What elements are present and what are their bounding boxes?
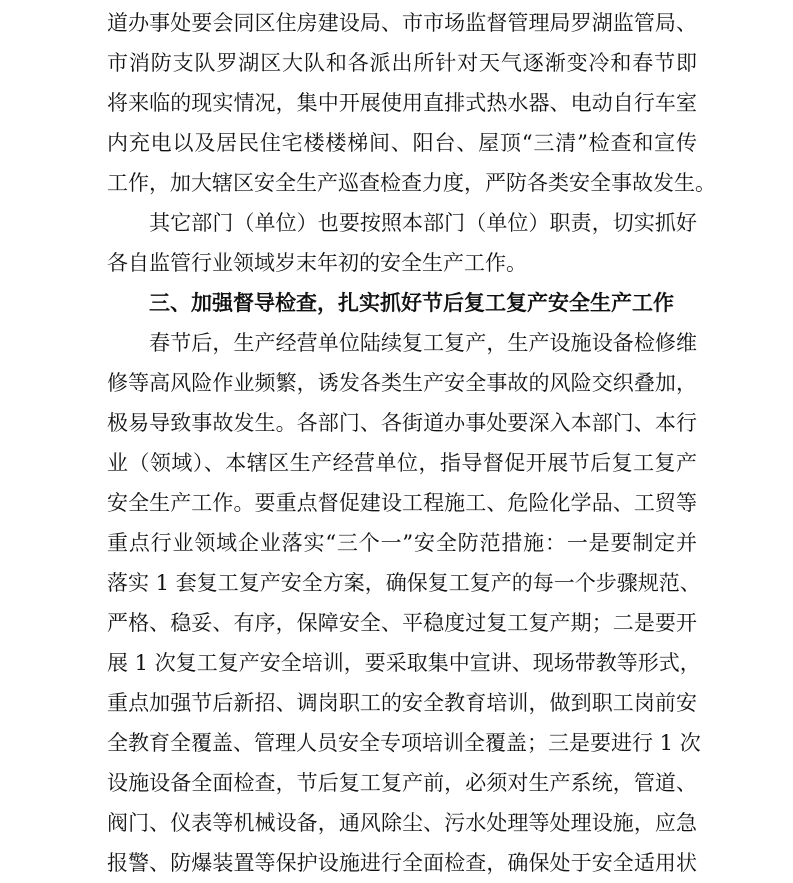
paragraph-line: 安全生产工作。要重点督促建设工程施工、危险化学品、工贸等: [107, 491, 697, 515]
paragraph-line: 设施设备全面检查，节后复工复产前，必须对生产系统，管道、: [107, 771, 697, 795]
paragraph-line: 报警、防爆装置等保护设施进行全面检查，确保处于安全适用状: [107, 851, 697, 875]
paragraph-line: 落实 1 套复工复产安全方案，确保复工复产的每一个步骤规范、: [107, 571, 701, 595]
paragraph-line: 展 1 次复工复产安全培训，要采取集中宣讲、现场带教等形式，: [107, 651, 701, 675]
paragraph-line: 内充电以及居民住宅楼楼梯间、阳台、屋顶“三清”检查和宣传: [107, 131, 697, 155]
paragraph-line: 严格、稳妥、有序，保障安全、平稳度过复工复产期；二是要开: [107, 611, 697, 635]
paragraph-line: 工作，加大辖区安全生产巡查检查力度，严防各类安全事故发生。: [107, 171, 716, 195]
paragraph-line: 业（领域）、本辖区生产经营单位，指导督促开展节后复工复产: [107, 451, 697, 475]
paragraph-line: 其它部门（单位）也要按照本部门（单位）职责，切实抓好: [107, 211, 697, 235]
paragraph-line: 极易导致事故发生。各部门、各街道办事处要深入本部门、本行: [107, 411, 697, 435]
paragraph-line: 市消防支队罗湖区大队和各派出所针对天气逐渐变冷和春节即: [107, 51, 697, 75]
paragraph-line: 道办事处要会同区住房建设局、市市场监督管理局罗湖监管局、: [107, 11, 697, 35]
paragraph-line: 阀门、仪表等机械设备，通风除尘、污水处理等处理设施，应急: [107, 811, 697, 835]
paragraph-line: 重点加强节后新招、调岗职工的安全教育培训，做到职工岗前安: [107, 691, 697, 715]
paragraph-line: 全教育全覆盖、管理人员安全专项培训全覆盖；三是要进行 1 次: [107, 731, 701, 755]
paragraph-line: 各自监管行业领域岁末年初的安全生产工作。: [107, 251, 527, 275]
paragraph-line: 修等高风险作业频繁，诱发各类生产安全事故的风险交织叠加，: [107, 371, 697, 395]
section-heading: 三、加强督导检查，扎实抓好节后复工复产安全生产工作: [107, 291, 674, 315]
paragraph-line: 春节后，生产经营单位陆续复工复产，生产设施设备检修维: [107, 331, 697, 355]
paragraph-line: 将来临的现实情况，集中开展使用直排式热水器、电动自行车室: [107, 91, 697, 115]
paragraph-line: 重点行业领域企业落实“三个一”安全防范措施：一是要制定并: [107, 531, 697, 555]
